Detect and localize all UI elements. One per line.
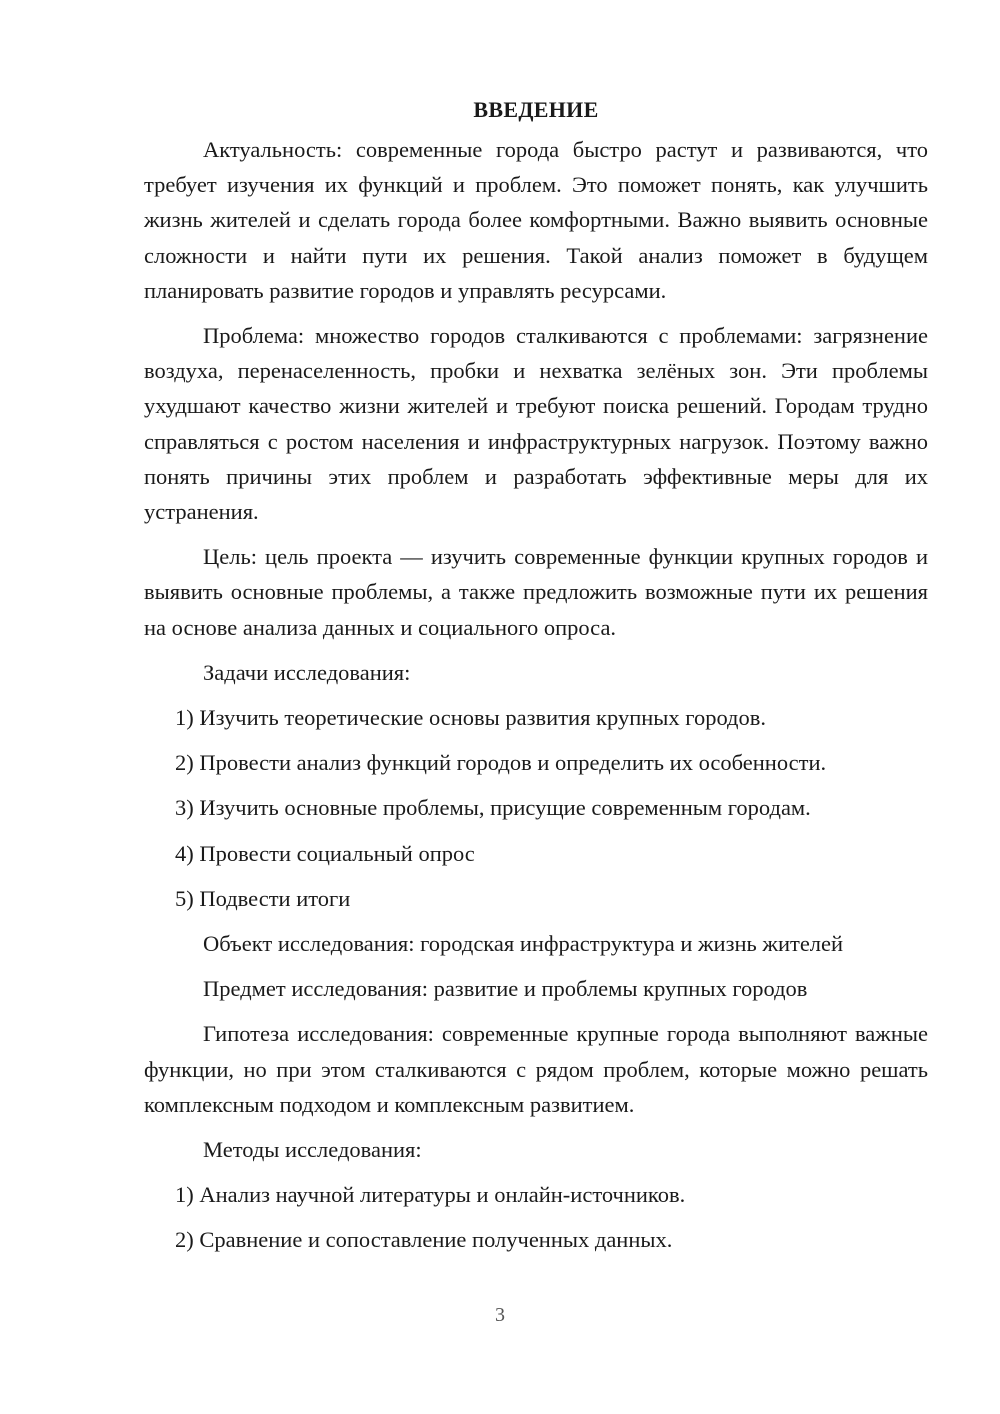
methods-heading: Методы исследования: [203,1137,422,1163]
section-title: ВВЕДЕНИЕ [473,97,599,122]
method-item: 1) Анализ научной литературы и онлайн-источников. [175,1182,686,1208]
task-item: 3) Изучить основные проблемы, присущие современным городам. [175,795,811,821]
tasks-heading: Задачи исследования: [203,659,411,685]
document-page [144,96,928,1268]
paragraph-hypothesis: Гипотеза исследования: современные крупные города выполняют важные функции, но при этом сталкиваются с рядом проблем, которые можно решать комплексным подходом и комплексным развитием. [144,1021,928,1117]
method-item: 2) Сравнение и сопоставление полученных данных. [175,1227,673,1253]
paragraph-relevance: Актуальность: современные города быстро растут и развиваются, что требует изучения их функций и проблем. Это поможет понять, как улучшить жизнь жителей и сделать города более комфортными. Важно выявить основные сложности и найти пути их решения. Такой анализ поможет в будущем планировать развитие городов и управлять ресурсами. [144,137,928,303]
paragraph-goal: Цель: цель проекта — изучить современные функции крупных городов и выявить основные проблемы, а также предложить возможные пути их решения на основе анализа данных и социального опроса. [144,544,928,640]
research-subject: Предмет исследования: развитие и проблемы крупных городов [203,976,808,1002]
research-object: Объект исследования: городская инфраструктура и жизнь жителей [203,931,844,957]
page-number: 3 [495,1304,505,1326]
task-item: 1) Изучить теоретические основы развития крупных городов. [175,705,766,731]
task-item: 2) Провести анализ функций городов и определить их особенности. [175,750,827,776]
paragraph-problem: Проблема: множество городов сталкиваются с проблемами: загрязнение воздуха, перенаселенность, пробки и нехватка зелёных зон. Эти проблемы ухудшают качество жизни жителей и требуют поиска решений. Городам трудно справляться с ростом населения и инфраструктурных нагрузок. Поэтому важно понять причины этих проблем и разработать эффективные меры для их устранения. [144,323,928,525]
task-item: 5) Подвести итоги [175,885,351,911]
task-item: 4) Провести социальный опрос [175,840,475,866]
